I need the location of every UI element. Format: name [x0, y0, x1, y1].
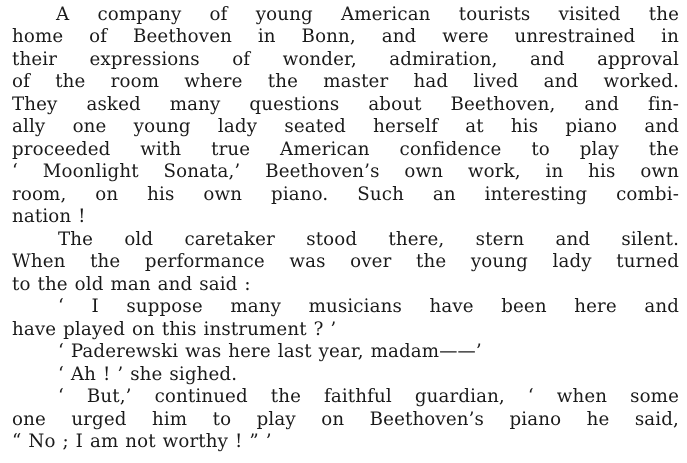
- text-line: their expressions of wonder, admiration, and approval: [12, 49, 679, 70]
- text-line: ‘ Paderewski was here last year, madam——’: [58, 341, 482, 362]
- text-line: The old caretaker stood there, stern and silent.: [58, 229, 679, 250]
- text-line: to the old man and said :: [12, 274, 251, 295]
- text-line: of the room where the master had lived and worked.: [12, 71, 679, 92]
- text-line: proceeded with true American confidence to play the: [12, 139, 679, 160]
- text-line: ‘ Moonlight Sonata,’ Beethoven’s own work, in his own: [12, 161, 679, 182]
- text-line: A company of young American tourists visited the: [56, 4, 679, 25]
- text-line: They asked many questions about Beethoven, and fin-: [12, 94, 679, 115]
- text-line: ally one young lady seated herself at his piano and: [12, 116, 679, 137]
- text-line: ‘ I suppose many musicians have been here and: [58, 296, 679, 317]
- text-line: one urged him to play on Beethoven’s piano he said,: [12, 409, 679, 430]
- text-line: nation !: [12, 206, 86, 227]
- text-line: ‘ But,’ continued the faithful guardian, ‘ when some: [58, 386, 679, 407]
- text-line: ‘ Ah ! ’ she sighed.: [58, 364, 238, 385]
- text-line: room, on his own piano. Such an interesting combi-: [12, 184, 679, 205]
- text-line: “ No ; I am not worthy ! ” ’: [12, 431, 272, 452]
- text-line: When the performance was over the young lady turned: [12, 251, 679, 272]
- text-line: home of Beethoven in Bonn, and were unrestrained in: [12, 26, 679, 47]
- text-line: have played on this instrument ? ’: [12, 319, 337, 340]
